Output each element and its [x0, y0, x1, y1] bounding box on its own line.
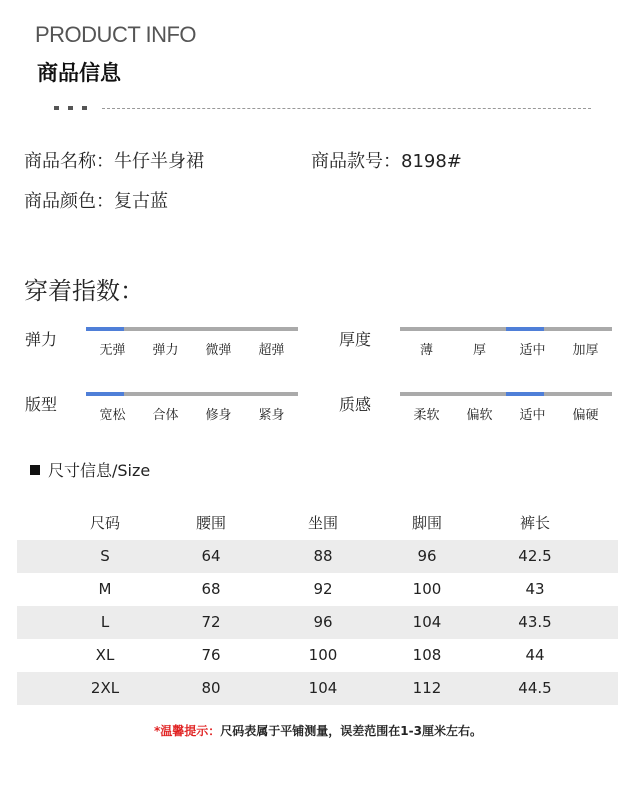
table-row	[17, 573, 618, 606]
scale-option: 修身	[205, 408, 232, 423]
scale-option: 弹力	[152, 343, 179, 358]
column-header: 裤长	[519, 514, 550, 532]
table-cell: 43	[525, 580, 545, 598]
table-cell: 76	[201, 646, 221, 664]
table-cell: 108	[412, 646, 442, 664]
wearing-index-title: 穿着指数：	[24, 277, 144, 305]
scale-label-thickness: 厚度	[339, 330, 372, 349]
heading-en: PRODUCT INFO	[35, 22, 197, 47]
scale-texture	[400, 392, 612, 428]
table-cell: 96	[417, 547, 437, 565]
divider-square	[54, 106, 59, 110]
table-cell: 104	[412, 613, 442, 631]
scale-option: 偏硬	[572, 408, 599, 423]
divider-dashed-line	[102, 108, 591, 109]
table-cell: 80	[201, 679, 221, 697]
table-cell: 92	[313, 580, 333, 598]
scale-indicator	[86, 392, 124, 396]
table-cell: 72	[201, 613, 221, 631]
table-cell: 2XL	[90, 679, 120, 697]
table-cell: XL	[95, 646, 115, 664]
table-cell: L	[100, 613, 110, 631]
scale-option: 适中	[519, 408, 546, 423]
table-cell: 96	[313, 613, 333, 631]
product-name: 商品名称：牛仔半身裙	[24, 151, 204, 172]
scale-option: 适中	[519, 343, 546, 358]
table-row	[17, 540, 618, 573]
scale-option: 超弹	[258, 343, 285, 358]
table-cell: 64	[201, 547, 221, 565]
scale-option: 紧身	[258, 408, 285, 423]
scale-indicator	[506, 327, 544, 331]
scale-option: 偏软	[466, 408, 493, 423]
table-cell: S	[100, 547, 110, 565]
scale-label-texture: 质感	[339, 395, 372, 414]
scale-option: 宽松	[99, 408, 126, 423]
note-warning: *温馨提示：	[154, 724, 221, 738]
scale-fit	[86, 392, 298, 428]
table-cell: 42.5	[518, 547, 552, 565]
scale-indicator	[86, 327, 124, 331]
scale-option: 微弹	[205, 343, 232, 358]
scale-label-fit: 版型	[25, 395, 58, 414]
size-table	[17, 507, 618, 705]
divider-square	[82, 106, 87, 110]
column-header: 脚围	[411, 514, 442, 532]
scale-option: 合体	[152, 408, 179, 423]
scale-option: 薄	[419, 343, 433, 358]
table-row	[17, 639, 618, 672]
table-cell: 112	[412, 679, 442, 697]
column-header: 坐围	[307, 514, 338, 532]
product-color: 商品颜色：复古蓝	[24, 191, 168, 212]
heading-cn: 商品信息	[37, 61, 121, 85]
column-header: 尺码	[89, 514, 120, 532]
divider-square	[68, 106, 73, 110]
note-text: 尺码表属于平铺测量，误差范围在1-3厘米左右。	[220, 724, 482, 738]
table-cell: 88	[313, 547, 333, 565]
table-cell: 100	[308, 646, 338, 664]
table-cell: 43.5	[518, 613, 552, 631]
table-cell: M	[98, 580, 112, 598]
size-info-title: 尺寸信息/Size	[48, 461, 151, 480]
scale-elasticity	[86, 327, 298, 363]
scale-label-elasticity: 弹力	[25, 330, 58, 349]
table-header-row	[17, 507, 618, 540]
table-row	[17, 672, 618, 705]
table-cell: 100	[412, 580, 442, 598]
scale-option: 加厚	[572, 343, 599, 358]
column-header: 腰围	[195, 514, 226, 532]
table-cell: 44.5	[518, 679, 552, 697]
measurement-note	[0, 722, 636, 739]
size-info-heading	[30, 458, 150, 481]
product-model: 商品款号：8198#	[311, 151, 462, 172]
table-cell: 104	[308, 679, 338, 697]
scale-option: 厚	[472, 343, 486, 358]
square-bullet-icon	[30, 465, 40, 475]
scale-option: 柔软	[413, 408, 440, 423]
table-row	[17, 606, 618, 639]
section-divider	[54, 104, 591, 112]
scale-indicator	[506, 392, 544, 396]
scale-thickness	[400, 327, 612, 363]
scale-option: 无弹	[99, 343, 126, 358]
table-cell: 68	[201, 580, 221, 598]
table-cell: 44	[525, 646, 545, 664]
